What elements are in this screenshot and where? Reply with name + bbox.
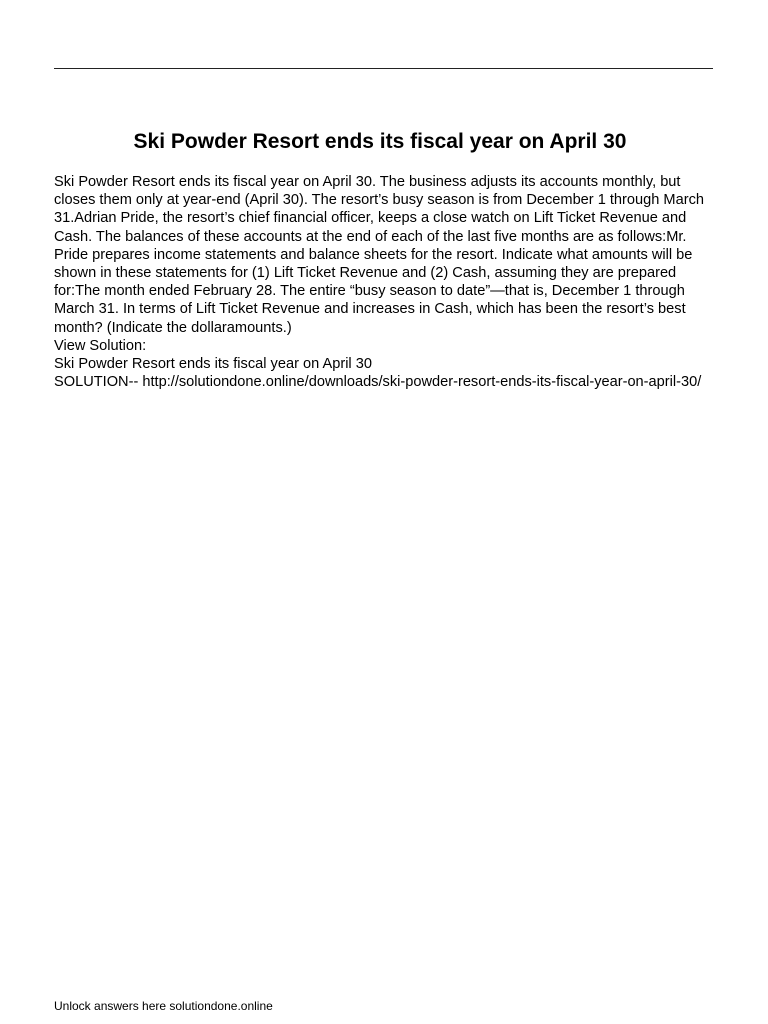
- problem-paragraph: Ski Powder Resort ends its fiscal year on April 30. The business adjusts its accounts monthly, but closes them only at year-end (April 30). The resort’s busy season is from December 1 through March 31.Adrian Pride, the resort’s chief financial officer, keeps a close watch on Lift Ticket Revenue and Cash. The balances of these accounts at the end of each of the last five months are as follows:Mr. Pride prepares income statements and balance sheets for the resort. Indicate what amounts will be shown in these statements for (1) Lift Ticket Revenue and (2) Cash, assuming they are prepared for:The month ended February 28. The entire “busy season to date”—that is, December 1 through March 31. In terms of Lift Ticket Revenue and increases in Cash, which has been the resort’s best month? (Indicate the dollaramounts.): [54, 174, 704, 336]
- footer-text: Unlock answers here solutiondone.online: [54, 999, 273, 1013]
- solution-title: Ski Powder Resort ends its fiscal year on April 30: [54, 356, 372, 373]
- solution-link[interactable]: SOLUTION-- http://solutiondone.online/downloads/ski-powder-resort-ends-its-fiscal-year-on-april-30/: [54, 374, 702, 391]
- document-body: [54, 173, 714, 391]
- view-solution-label: View Solution:: [54, 337, 147, 354]
- document-title: Ski Powder Resort ends its fiscal year on April 30: [133, 130, 627, 153]
- header-divider: [54, 68, 713, 69]
